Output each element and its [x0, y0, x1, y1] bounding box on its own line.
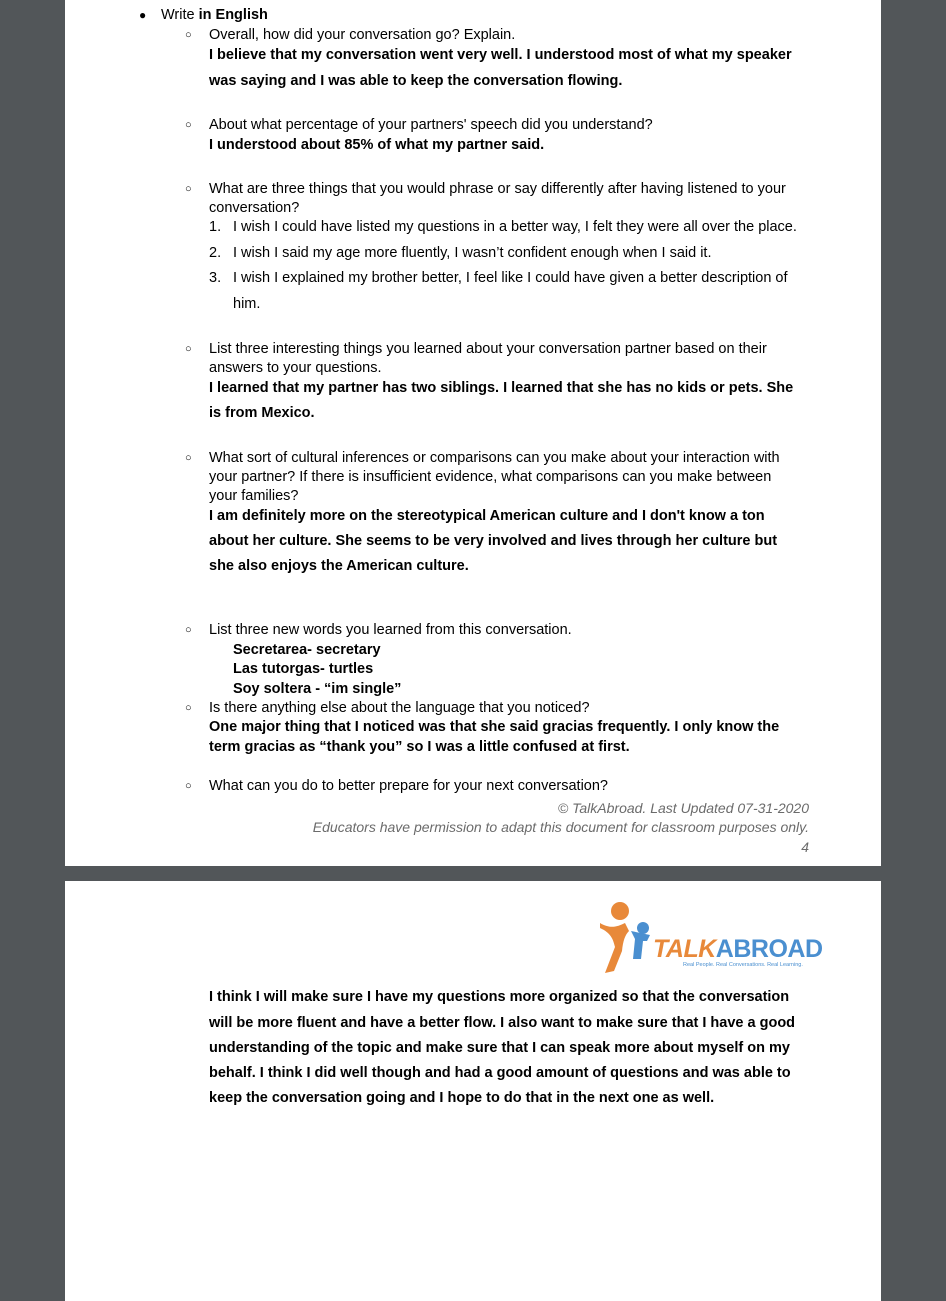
answer-5-line-3: she also enjoys the American culture.: [209, 558, 469, 574]
answer-4-line-2: is from Mexico.: [209, 405, 315, 421]
footer-copyright: © TalkAbroad. Last Updated 07-31-2020: [557, 800, 809, 816]
logo-talk: TALK: [653, 935, 716, 963]
answer-5-line-1: I am definitely more on the stereotypical American culture and I don't know a ton: [209, 508, 765, 524]
answer-4-line-1: I learned that my partner has two siblings. I learned that she has no kids or pets. She: [209, 380, 794, 396]
new-word-3: Soy soltera - “im single”: [233, 681, 402, 697]
answer-3-item-3: I wish I explained my brother better, I feel like I could have given a better description of: [233, 270, 788, 286]
list-circle: ○: [185, 702, 192, 714]
list-circle: ○: [185, 29, 192, 41]
question-4-line-2: answers to your questions.: [209, 360, 382, 376]
answer-1-line-1: I believe that my conversation went very well. I understood most of what my speaker: [209, 47, 792, 63]
list-circle: ○: [185, 343, 192, 355]
question-6: List three new words you learned from this conversation.: [209, 622, 572, 638]
question-3-line-2: conversation?: [209, 200, 300, 216]
answer-8-line-3: understanding of the topic and make sure that I can speak more about myself on my: [209, 1040, 790, 1056]
new-word-1: Secretarea- secretary: [233, 642, 381, 658]
answer-1-line-2: was saying and I was able to keep the conversation flowing.: [209, 73, 623, 89]
question-5-line-1: What sort of cultural inferences or comparisons can you make about your interaction with: [209, 450, 780, 466]
page-number: 4: [801, 839, 809, 855]
question-2: About what percentage of your partners' speech did you understand?: [209, 117, 653, 133]
answer-3-item-2: I wish I said my age more fluently, I wasn’t confident enough when I said it.: [233, 245, 712, 261]
answer-5-line-2: about her culture. She seems to be very involved and lives through her culture but: [209, 533, 778, 549]
heading-bold: in English: [198, 7, 268, 23]
document-page-4: [65, 0, 881, 866]
item-number: 1.: [209, 219, 222, 235]
question-1: Overall, how did your conversation go? Explain.: [209, 27, 516, 43]
new-word-2: Las tutorgas- turtles: [233, 661, 374, 677]
question-4-line-1: List three interesting things you learned about your conversation partner based on their: [209, 341, 767, 357]
answer-7-line-1: One major thing that I noticed was that she said gracias frequently. I only know the: [209, 719, 780, 735]
answer-8-line-5: keep the conversation going and I hope to do that in the next one as well.: [209, 1090, 715, 1106]
answer-3-item-1: I wish I could have listed my questions in a better way, I felt they were all over the place.: [233, 219, 797, 235]
logo-tagline: Real People. Real Conversations. Real Learning.: [683, 962, 803, 968]
question-7: Is there anything else about the language that you noticed?: [209, 700, 590, 716]
answer-8-line-1: I think I will make sure I have my questions more organized so that the conversation: [209, 989, 790, 1005]
question-3-line-1: What are three things that you would phrase or say differently after having listened to your: [209, 181, 786, 197]
answer-8-line-4: behalf. I think I did well though and had a good amount of questions and was able to: [209, 1065, 791, 1081]
item-number: 2.: [209, 245, 222, 261]
footer-permission: Educators have permission to adapt this document for classroom purposes only.: [312, 819, 809, 835]
question-5-line-3: your families?: [209, 488, 299, 504]
list-circle: ○: [185, 183, 192, 195]
logo-wordmark: [653, 935, 823, 963]
list-circle: ○: [185, 119, 192, 131]
answer-7-line-2: term gracias as “thank you” so I was a little confused at first.: [209, 739, 630, 755]
talkabroad-logo: [595, 901, 823, 973]
logo-abroad: ABROAD: [715, 935, 823, 963]
answer-3-item-3-cont: him.: [233, 296, 261, 312]
list-circle: ○: [185, 452, 192, 464]
document-page-5: [65, 881, 881, 1301]
question-5-line-2: your partner? If there is insufficient evidence, what comparisons can you make between: [209, 469, 772, 485]
bullet-dot: ●: [139, 8, 147, 22]
question-8: What can you do to better prepare for your next conversation?: [209, 778, 608, 794]
answer-8-line-2: will be more fluent and have a better flow. I also want to make sure that I have a good: [209, 1015, 796, 1031]
item-number: 3.: [209, 270, 222, 286]
list-circle: ○: [185, 780, 192, 792]
heading-prefix: Write: [161, 7, 199, 23]
list-circle: ○: [185, 624, 192, 636]
answer-2: I understood about 85% of what my partner said.: [209, 137, 545, 153]
section-heading: [161, 6, 268, 25]
